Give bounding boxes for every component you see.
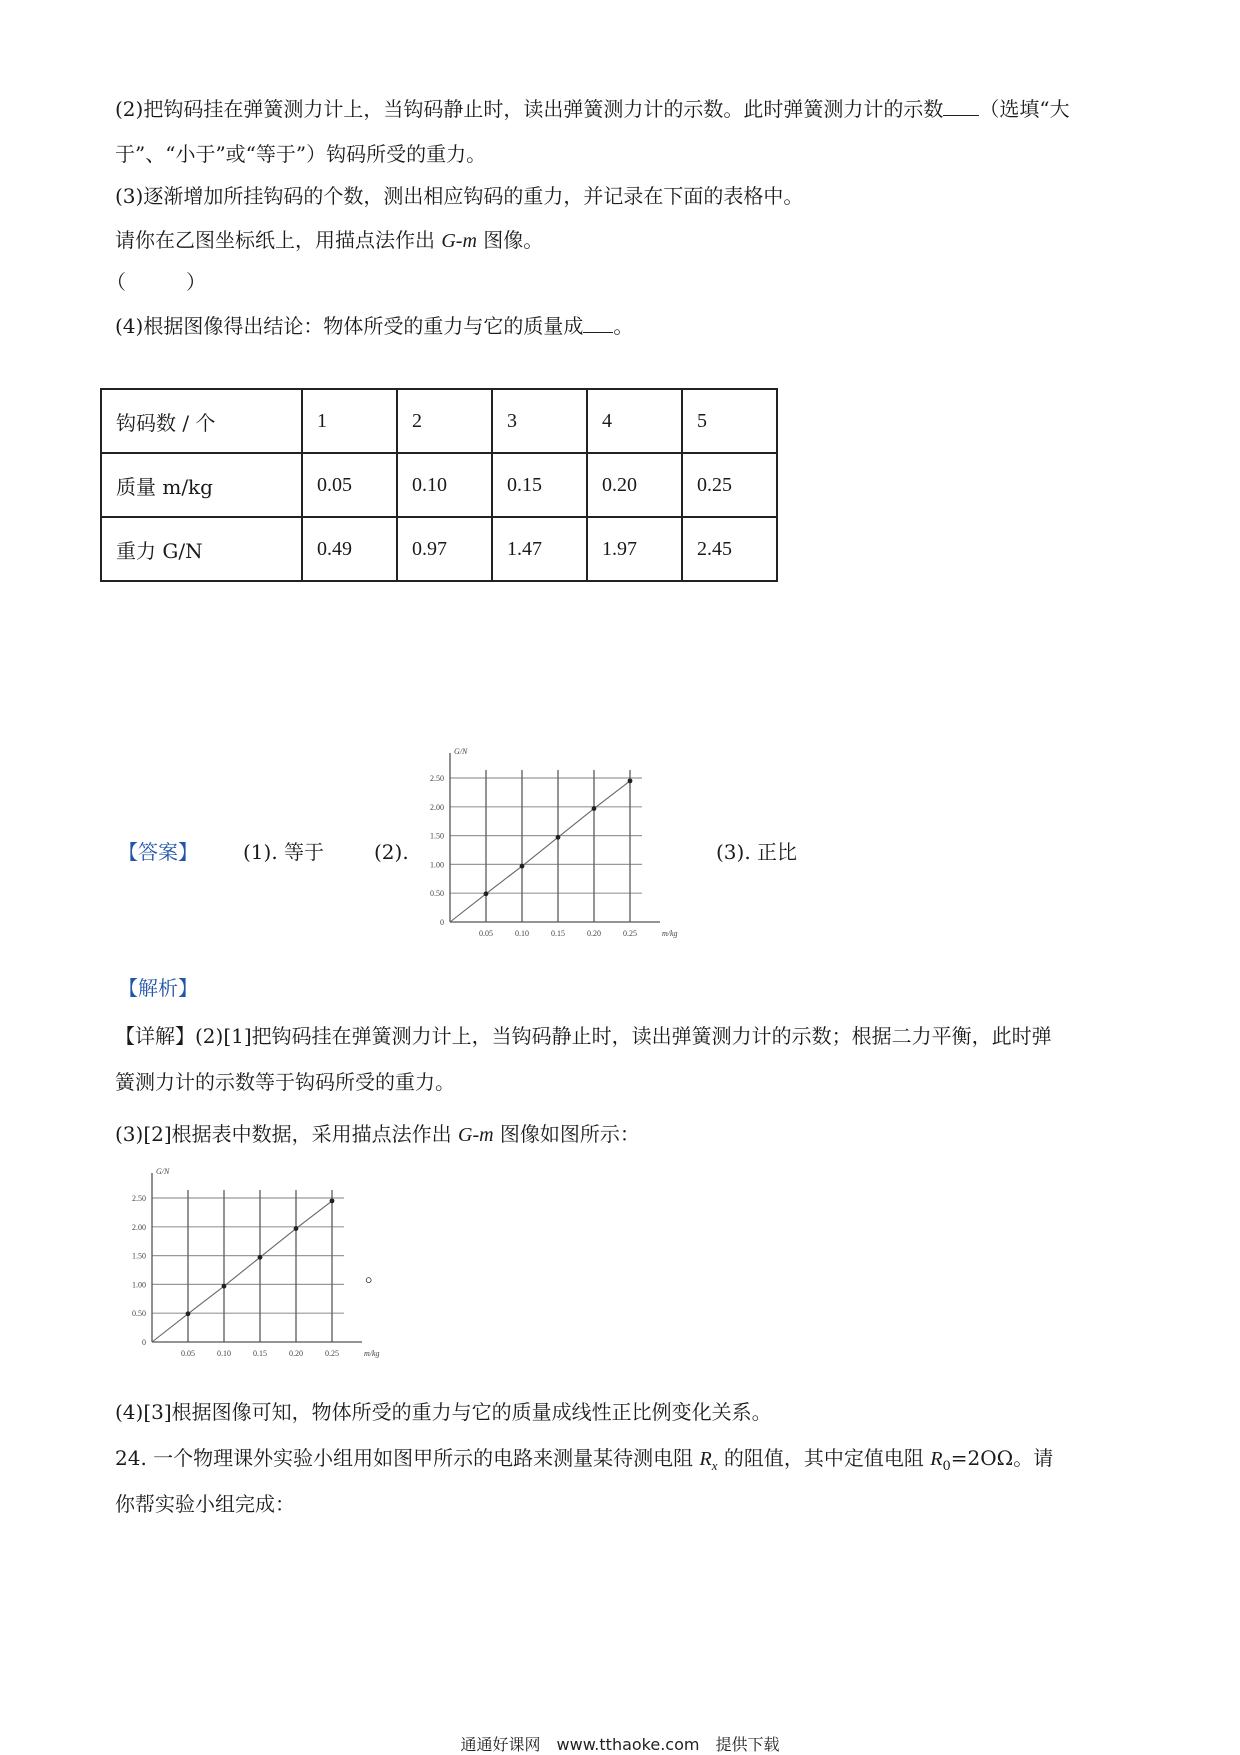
y-axis-label: G/N (156, 1167, 170, 1176)
data-point (258, 1255, 263, 1260)
table-cell: 2 (397, 389, 492, 453)
table-cell: 4 (587, 389, 682, 453)
table-cell: 2.45 (682, 517, 777, 581)
data-point (592, 806, 597, 811)
answer-3: (3). 正比 (716, 840, 798, 864)
y-tick-label: 2.00 (430, 802, 444, 812)
x-tick-label: 0.20 (587, 929, 601, 938)
graph-period: 。 (365, 1262, 385, 1286)
y-tick-label: 2.50 (430, 774, 444, 783)
y-tick-label: 1.00 (430, 860, 444, 870)
detail-line2: 簧测力计的示数等于钩码所受的重力。 (115, 1070, 455, 1094)
y-tick-label: 1.00 (132, 1280, 146, 1290)
table-cell: 3 (492, 389, 587, 453)
data-point (186, 1311, 191, 1316)
table-row (101, 389, 777, 453)
q24-line1: 24. 一个物理课外实验小组用如图甲所示的电路来测量某待测电阻 $R_x$ 的阻值，其中定值电阻 $R_0=2O\Omega$。请 (115, 1446, 1054, 1474)
table-cell: 0.10 (397, 453, 492, 517)
q4-line: (4)根据图像得出结论：物体所受的重力与它的质量成 。 (115, 314, 634, 338)
answer-2-label: (2). (374, 840, 409, 864)
x-tick-label: 0.25 (623, 929, 637, 938)
data-point (222, 1284, 227, 1289)
x-tick-label: 0.10 (515, 929, 529, 938)
answer-blank-2[interactable] (583, 314, 613, 333)
x-tick-label: 0.20 (289, 1349, 303, 1358)
y-tick-label: 0.50 (430, 889, 444, 899)
detail-line3: (3)[2]根据表中数据，采用描点法作出 G-m 图像如图所示： (115, 1122, 640, 1146)
y-tick-label: 1.50 (430, 831, 444, 841)
table-cell: 0.49 (302, 517, 397, 581)
y-axis-label: G/N (454, 747, 468, 756)
table-cell: 0.05 (302, 453, 397, 517)
table-cell: 1 (302, 389, 397, 453)
gm-graph-analysis (112, 1162, 380, 1366)
answer-blank-1[interactable] (943, 97, 979, 116)
q3-line1: (3)逐渐增加所挂钩码的个数，测出相应钩码的重力，并记录在下面的表格中。 (115, 184, 804, 208)
data-point (330, 1198, 335, 1203)
data-point (294, 1226, 299, 1231)
table-cell: 0.97 (397, 517, 492, 581)
x-axis-label: m/kg (662, 929, 678, 938)
table-cell: 质量 m/kg (101, 453, 302, 517)
data-point (520, 864, 525, 869)
y-tick-label: 2.50 (132, 1194, 146, 1203)
gm-chart-svg (410, 742, 678, 942)
table-row (101, 453, 777, 517)
q24-line2: 你帮实验小组完成： (115, 1492, 295, 1516)
y-tick-label: 0 (440, 918, 444, 927)
table-cell: 0.20 (587, 453, 682, 517)
q2-line2: 于”、“小于”或“等于”）钩码所受的重力。 (115, 142, 487, 166)
detail-line1: 【详解】(2)[1]把钩码挂在弹簧测力计上，当钩码静止时，读出弹簧测力计的示数；根据二力平衡，此时弹 (115, 1024, 1052, 1048)
data-table (100, 388, 778, 582)
gm-chart-svg (112, 1162, 380, 1362)
x-axis-label: m/kg (364, 1349, 380, 1358)
answer-1: (1). 等于 (243, 840, 325, 864)
y-tick-label: 1.50 (132, 1251, 146, 1261)
x-tick-label: 0.05 (181, 1349, 195, 1358)
y-tick-label: 2.00 (132, 1222, 146, 1232)
data-point (556, 835, 561, 840)
data-point (628, 778, 633, 783)
page-footer: 通通好课网 www.tthaoke.com 提供下载 (460, 1735, 780, 1754)
series-line (152, 1201, 332, 1342)
q2-text-tail: （选填“大 (979, 97, 1070, 121)
table-cell: 0.15 (492, 453, 587, 517)
detail-line4: (4)[3]根据图像可知，物体所受的重力与它的质量成线性正比例变化关系。 (115, 1400, 772, 1424)
data-point (484, 891, 489, 896)
y-tick-label: 0 (142, 1338, 146, 1347)
x-tick-label: 0.10 (217, 1349, 231, 1358)
series-line (450, 781, 630, 922)
table-cell: 1.97 (587, 517, 682, 581)
table-cell: 5 (682, 389, 777, 453)
q2-text: (2)把钩码挂在弹簧测力计上，当钩码静止时，读出弹簧测力计的示数。此时弹簧测力计的示数 (115, 97, 944, 121)
q3-answer-paren[interactable]: （ ） (106, 270, 206, 294)
q3-line2: 请你在乙图坐标纸上，用描点法作出 G-m 图像。 (115, 228, 544, 252)
answer-tag: 【答案】 (118, 840, 198, 864)
analysis-tag: 【解析】 (118, 976, 198, 1000)
gm-graph-answer (410, 742, 678, 946)
q2-line1 (115, 95, 1070, 123)
x-tick-label: 0.15 (551, 929, 565, 938)
y-tick-label: 0.50 (132, 1309, 146, 1319)
table-cell: 重力 G/N (101, 517, 302, 581)
x-tick-label: 0.05 (479, 929, 493, 938)
x-tick-label: 0.25 (325, 1349, 339, 1358)
table-cell: 1.47 (492, 517, 587, 581)
table-cell: 0.25 (682, 453, 777, 517)
table-row (101, 517, 777, 581)
x-tick-label: 0.15 (253, 1349, 267, 1358)
table-cell: 钩码数 / 个 (101, 389, 302, 453)
